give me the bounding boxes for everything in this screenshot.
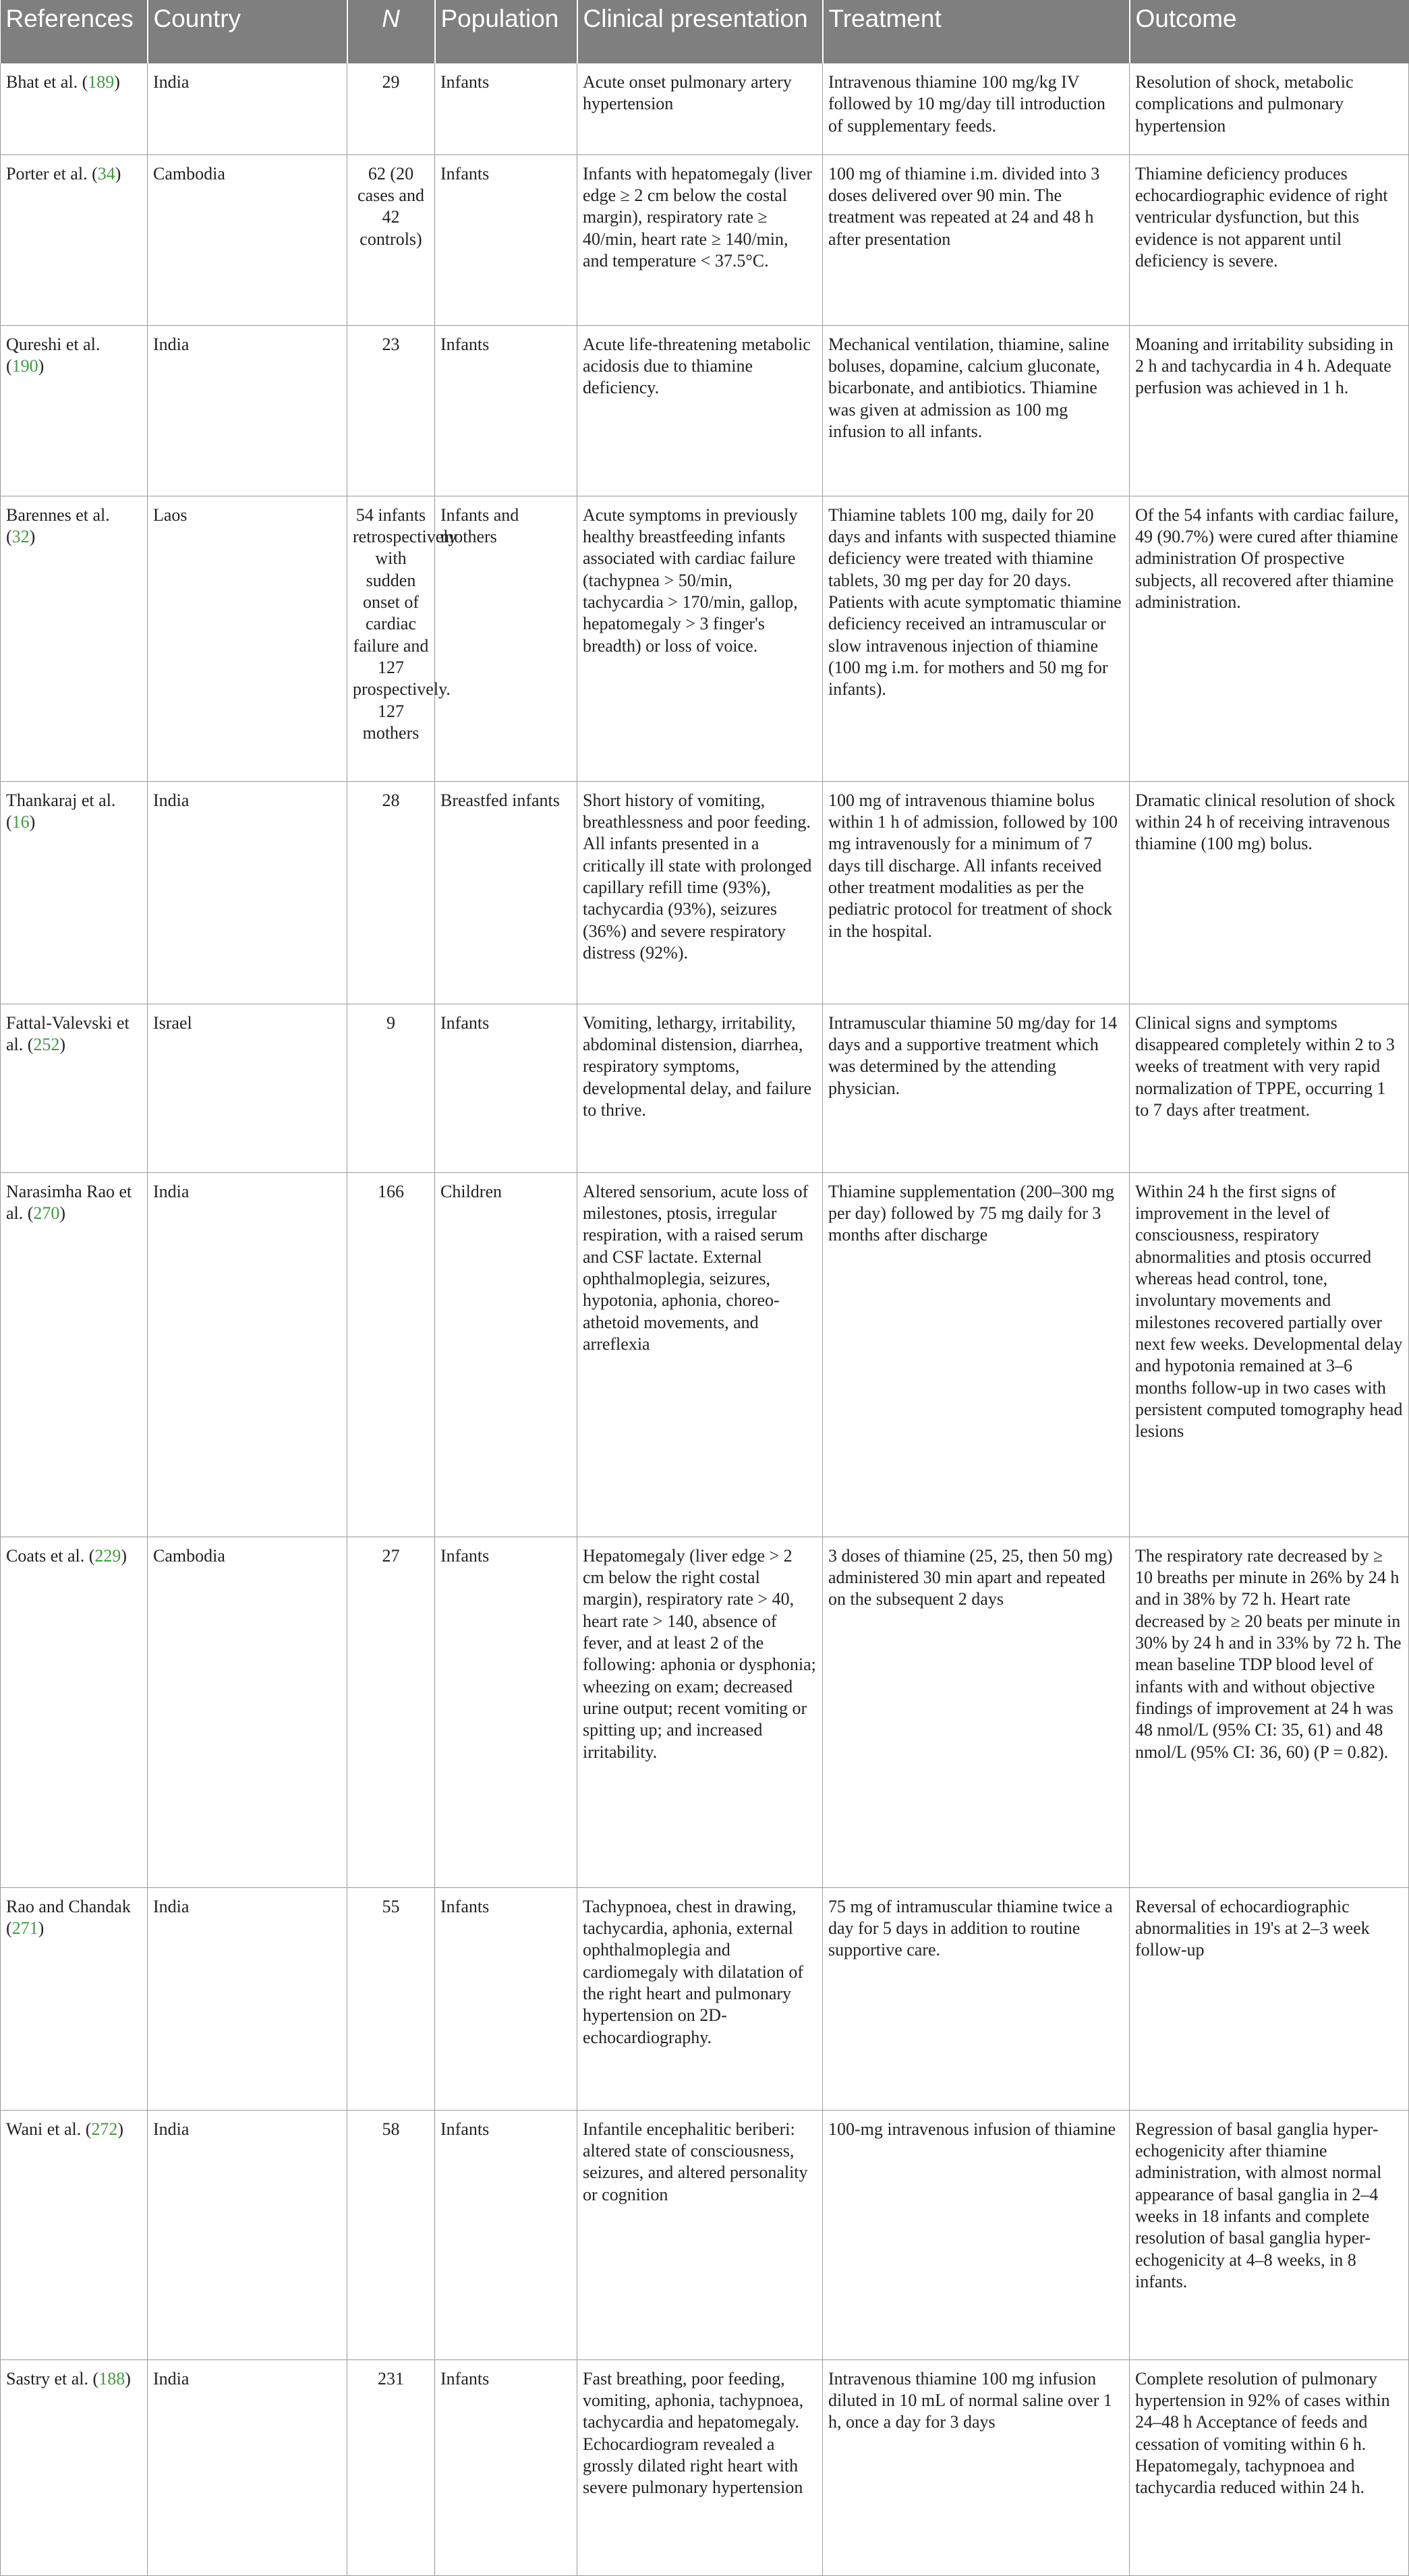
cell-n: 55: [347, 1887, 435, 2110]
cell-treatment: 100 mg of thiamine i.m. divided into 3 doses delivered over 90 min. The treatment was repeated at 24 and 48 h after presentation: [823, 154, 1130, 325]
cell-outcome: Complete resolution of pulmonary hypertension in 92% of cases within 24–48 h Acceptance of feeds and cessation of vomiting within 6 h. Hepatomegaly, tachypnoea and tachycardia reduced within 24 h.: [1130, 2359, 1409, 2575]
cell-treatment: Intravenous thiamine 100 mg infusion diluted in 10 mL of normal saline over 1 h, once a day for 3 days: [823, 2359, 1130, 2575]
cell-reference: [1, 154, 148, 325]
table-row: [1, 325, 1409, 496]
cell-n: 231: [347, 2359, 435, 2575]
reference-citation-link[interactable]: 229: [94, 1545, 121, 1566]
reference-author: Rao and Chandak (: [6, 1896, 131, 1938]
reference-close-paren: ): [117, 2119, 124, 2139]
reference-close-paren: ): [59, 1203, 66, 1223]
header-outcome: Outcome: [1130, 0, 1409, 63]
reference-citation-link[interactable]: 272: [91, 2119, 118, 2139]
reference-close-paren: ): [125, 2368, 131, 2388]
cell-clinical-presentation: Tachypnoea, chest in drawing, tachycardia, aphonia, external ophthalmoplegia and cardiomegaly with dilatation of the right heart and pulmonary hypertension on 2D-echocardiography.: [577, 1887, 823, 2110]
cell-treatment: Thiamine supplementation (200–300 mg per day) followed by 75 mg daily for 3 months after discharge: [823, 1172, 1130, 1537]
cell-treatment: 75 mg of intramuscular thiamine twice a day for 5 days in addition to routine supportive care.: [823, 1887, 1130, 2110]
cell-population: Infants: [435, 154, 577, 325]
cell-reference: [1, 1537, 148, 1887]
cell-clinical-presentation: Infants with hepatomegaly (liver edge ≥ 2 cm below the costal margin), respiratory rate ≥ 40/min, heart rate ≥ 140/min, and temperature < 37.5°C.: [577, 154, 823, 325]
table-row: [1, 154, 1409, 325]
table-row: [1, 496, 1409, 781]
cell-population: Infants: [435, 1537, 577, 1887]
reference-author: Thankaraj et al. (: [6, 790, 116, 832]
cell-n: 28: [347, 781, 435, 1004]
cell-clinical-presentation: Infantile encephalitic beriberi: altered state of consciousness, seizures, and altered personality or cognition: [577, 2110, 823, 2359]
cell-clinical-presentation: Acute life-threatening metabolic acidosis due to thiamine deficiency.: [577, 325, 823, 496]
table-row: [1, 2359, 1409, 2575]
table-row: [1, 1004, 1409, 1172]
cell-n: 9: [347, 1004, 435, 1172]
table-row: [1, 1887, 1409, 2110]
cell-population: Infants: [435, 1887, 577, 2110]
reference-citation-link[interactable]: 34: [97, 163, 115, 183]
cell-n: 58: [347, 2110, 435, 2359]
cell-population: Infants: [435, 63, 577, 154]
cell-reference: [1, 781, 148, 1004]
cell-reference: [1, 63, 148, 154]
reference-citation-link[interactable]: 271: [11, 1918, 38, 1938]
cell-treatment: 100 mg of intravenous thiamine bolus within 1 h of admission, followed by 100 mg intravenously for a minimum of 7 days till discharge. All infants received other treatment modalities as per the pediatric protocol for treatment of shock in the hospital.: [823, 781, 1130, 1004]
table-row: [1, 1537, 1409, 1887]
cell-outcome: Regression of basal ganglia hyper-echogenicity after thiamine administration, with almost normal appearance of basal ganglia in 2–4 weeks in 18 infants and complete resolution of basal ganglia hyper-echogenicity at 4–8 weeks, in 8 infants.: [1130, 2110, 1409, 2359]
cell-outcome: Clinical signs and symptoms disappeared completely within 2 to 3 weeks of treatment with very rapid normalization of TPPE, occurring 1 to 7 days after treatment.: [1130, 1004, 1409, 1172]
header-n: N: [347, 0, 435, 63]
cell-outcome: Dramatic clinical resolution of shock within 24 h of receiving intravenous thiamine (100 mg) bolus.: [1130, 781, 1409, 1004]
reference-author: Qureshi et al. (: [6, 334, 100, 376]
cell-treatment: 100-mg intravenous infusion of thiamine: [823, 2110, 1130, 2359]
table-body: [1, 63, 1409, 2575]
reference-citation-link[interactable]: 16: [11, 811, 30, 832]
cell-n: 166: [347, 1172, 435, 1537]
header-clinical-presentation: Clinical presentation: [577, 0, 823, 63]
cell-treatment: Mechanical ventilation, thiamine, saline boluses, dopamine, calcium gluconate, bicarbonate, and antibiotics. Thiamine was given at admission as 100 mg infusion to all infants.: [823, 325, 1130, 496]
cell-reference: [1, 496, 148, 781]
cell-clinical-presentation: Altered sensorium, acute loss of milestones, ptosis, irregular respiration, with a raised serum and CSF lactate. External ophthalmoplegia, seizures, hypotonia, aphonia, choreo-athetoid movements, and arreflexia: [577, 1172, 823, 1537]
cell-outcome: Thiamine deficiency produces echocardiographic evidence of right ventricular dysfunction, but this evidence is not apparent until deficiency is severe.: [1130, 154, 1409, 325]
cell-n: 29: [347, 63, 435, 154]
reference-citation-link[interactable]: 188: [98, 2368, 125, 2388]
header-treatment: Treatment: [823, 0, 1130, 63]
cell-outcome: Moaning and irritability subsiding in 2 h and tachycardia in 4 h. Adequate perfusion was achieved in 1 h.: [1130, 325, 1409, 496]
cell-clinical-presentation: Acute symptoms in previously healthy breastfeeding infants associated with cardiac failure (tachypnea > 50/min, tachycardia > 170/min, gallop, hepatomegaly > 3 finger's breadth) or loss of voice.: [577, 496, 823, 781]
cell-clinical-presentation: Vomiting, lethargy, irritability, abdominal distension, diarrhea, respiratory symptoms, developmental delay, and failure to thrive.: [577, 1004, 823, 1172]
cell-country: Cambodia: [148, 154, 347, 325]
cell-country: Israel: [148, 1004, 347, 1172]
cell-clinical-presentation: Hepatomegaly (liver edge > 2 cm below the right costal margin), respiratory rate > 40, heart rate > 140, absence of fever, and at least 2 of the following: aphonia or dysphonia; wheezing on exam; decreased urine output; recent vomiting or spitting up; and increased irritability.: [577, 1537, 823, 1887]
reference-author: Narasimha Rao et al. (: [6, 1181, 132, 1223]
cell-treatment: Intramuscular thiamine 50 mg/day for 14 days and a supportive treatment which was determined by the attending physician.: [823, 1004, 1130, 1172]
table-row: [1, 63, 1409, 154]
cell-clinical-presentation: Short history of vomiting, breathlessness and poor feeding. All infants presented in a critically ill state with prolonged capillary refill time (93%), tachycardia (93%), seizures (36%) and severe respiratory distress (92%).: [577, 781, 823, 1004]
cell-n: 23: [347, 325, 435, 496]
reference-citation-link[interactable]: 270: [33, 1203, 60, 1223]
table-header: [1, 0, 1409, 63]
cell-outcome: Within 24 h the first signs of improvement in the level of consciousness, respiratory abnormalities and ptosis occurred whereas head control, tone, involuntary movements and milestones recovered partially over next few weeks. Developmental delay and hypotonia remained at 3–6 months follow-up in two cases with persistent computed tomography head lesions: [1130, 1172, 1409, 1537]
cell-population: Children: [435, 1172, 577, 1537]
cell-n: 54 infants retrospectively with sudden onset of cardiac failure and 127 prospectively. 127 mothers: [347, 496, 435, 781]
cell-reference: [1, 2110, 148, 2359]
cell-outcome: The respiratory rate decreased by ≥ 10 breaths per minute in 26% by 24 h and in 38% by 72 h. Heart rate decreased by ≥ 20 beats per minute in 30% by 24 h and in 33% by 72 h. The mean baseline TDP blood level of infants with and without objective findings of improvement at 24 h was 48 nmol/L (95% CI: 35, 61) and 48 nmol/L (95% CI: 36, 60) (P = 0.82).: [1130, 1537, 1409, 1887]
reference-author: Fattal-Valevski et al. (: [6, 1012, 130, 1054]
cell-population: Infants: [435, 1004, 577, 1172]
reference-close-paren: ): [59, 1034, 66, 1054]
cell-treatment: Thiamine tablets 100 mg, daily for 20 days and infants with suspected thiamine deficiency were treated with thiamine tablets, 30 mg per day for 20 days. Patients with acute symptomatic thiamine deficiency received an intramuscular or slow intravenous injection of thiamine (100 mg i.m. for mothers and 50 mg for infants).: [823, 496, 1130, 781]
cell-outcome: Of the 54 infants with cardiac failure, 49 (90.7%) were cured after thiamine administration Of prospective subjects, all recovered after thiamine administration.: [1130, 496, 1409, 781]
reference-close-paren: ): [115, 163, 121, 183]
reference-citation-link[interactable]: 252: [33, 1034, 60, 1054]
cell-treatment: Intravenous thiamine 100 mg/kg IV followed by 10 mg/day till introduction of supplementary feeds.: [823, 63, 1130, 154]
reference-author: Barennes et al. (: [6, 505, 110, 546]
cell-clinical-presentation: Acute onset pulmonary artery hypertension: [577, 63, 823, 154]
cell-clinical-presentation: Fast breathing, poor feeding, vomiting, aphonia, tachypnoea, tachycardia and hepatomegaly. Echocardiogram revealed a grossly dilated right heart with severe pulmonary hypertension: [577, 2359, 823, 2575]
cell-country: Laos: [148, 496, 347, 781]
header-country: Country: [148, 0, 347, 63]
cell-country: India: [148, 63, 347, 154]
cell-population: Infants: [435, 2359, 577, 2575]
header-references: References: [1, 0, 148, 63]
cell-country: India: [148, 325, 347, 496]
cell-reference: [1, 1887, 148, 2110]
cell-n: 62 (20 cases and 42 controls): [347, 154, 435, 325]
cell-country: Cambodia: [148, 1537, 347, 1887]
header-population: Population: [435, 0, 577, 63]
cell-outcome: Resolution of shock, metabolic complications and pulmonary hypertension: [1130, 63, 1409, 154]
reference-author: Porter et al. (: [6, 163, 98, 183]
cell-reference: [1, 2359, 148, 2575]
header-row: [1, 0, 1409, 63]
table-row: [1, 2110, 1409, 2359]
reference-close-paren: ): [114, 72, 120, 92]
cell-outcome: Reversal of echocardiographic abnormalities in 19's at 2–3 week follow-up: [1130, 1887, 1409, 2110]
reference-close-paren: ): [29, 811, 36, 832]
cell-n: 27: [347, 1537, 435, 1887]
reference-author: Bhat et al. (: [6, 72, 88, 92]
reference-close-paren: ): [38, 1918, 45, 1938]
reference-author: Sastry et al. (: [6, 2368, 99, 2388]
cell-population: Infants: [435, 2110, 577, 2359]
cell-population: Infants and mothers: [435, 496, 577, 781]
reference-close-paren: ): [38, 355, 45, 376]
reference-citation-link[interactable]: 32: [11, 526, 30, 546]
reference-author: Wani et al. (: [6, 2119, 92, 2139]
cell-reference: [1, 1172, 148, 1537]
cell-country: India: [148, 2110, 347, 2359]
table-row: [1, 781, 1409, 1004]
reference-citation-link[interactable]: 189: [88, 72, 115, 92]
cell-treatment: 3 doses of thiamine (25, 25, then 50 mg) administered 30 min apart and repeated on the subsequent 2 days: [823, 1537, 1130, 1887]
cell-country: India: [148, 2359, 347, 2575]
reference-close-paren: ): [29, 526, 36, 546]
cell-country: India: [148, 781, 347, 1004]
table-row: [1, 1172, 1409, 1537]
reference-author: Coats et al. (: [6, 1545, 95, 1566]
reference-citation-link[interactable]: 190: [11, 355, 38, 376]
cell-country: India: [148, 1172, 347, 1537]
cell-country: India: [148, 1887, 347, 2110]
cell-reference: [1, 1004, 148, 1172]
cell-population: Infants: [435, 325, 577, 496]
cell-reference: [1, 325, 148, 496]
reference-close-paren: ): [121, 1545, 127, 1566]
cell-population: Breastfed infants: [435, 781, 577, 1004]
